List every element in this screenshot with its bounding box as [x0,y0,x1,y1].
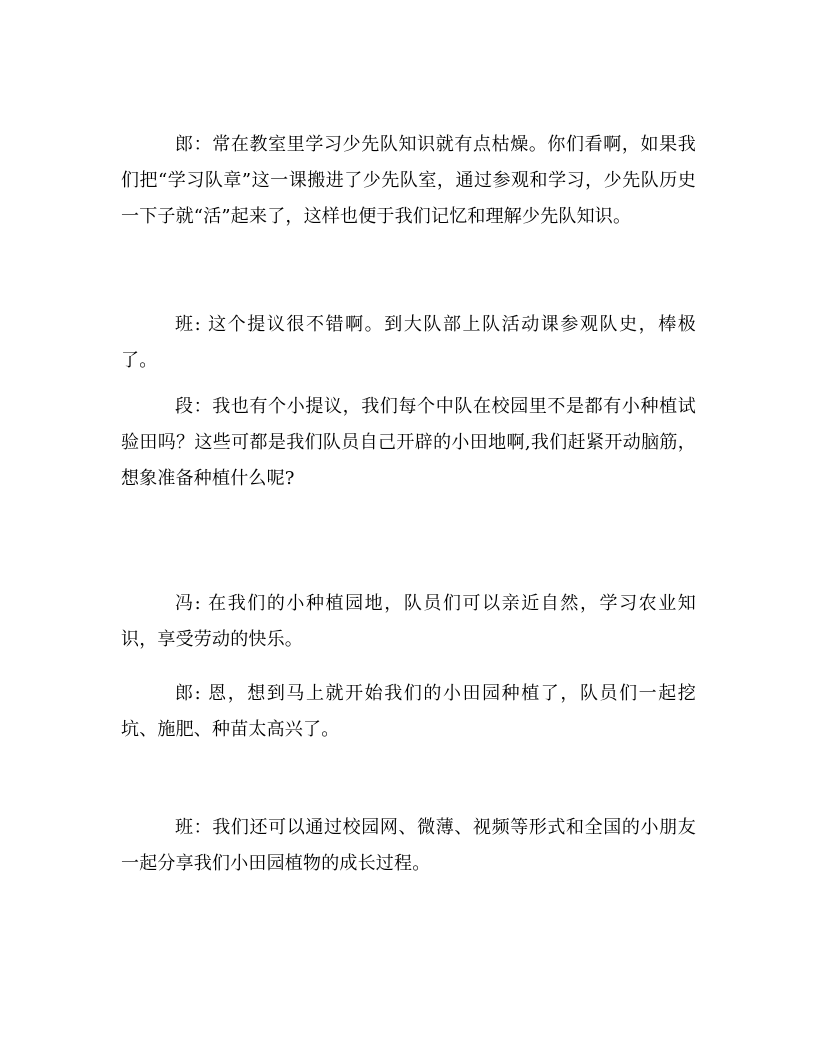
dialogue-paragraph-lang-1: 郎：常在教室里学习少先队知识就有点枯燥。你们看啊，如果我们把“学习队章”这一课搬进了少先队室，通过参观和学习，少先队历史一下子就“活”起来了，这样也便于我们记忆和理解少先队知识。 [121,134,696,227]
dialogue-paragraph-duan: 段：我也有个小提议，我们每个中队在校园里不是都有小种植试验田吗？这些可都是我们队员自己开辟的小田地啊,我们赶紧开动脑筋，想象准备种植什么呢? [121,396,696,489]
dialogue-paragraph-lang-2: 郎: 恩，想到马上就开始我们的小田园种植了，队员们一起挖坑、施肥、种苗太高兴了。 [121,683,696,740]
dialogue-paragraph-ban-2: 班：我们还可以通过校园网、微薄、视频等形式和全国的小朋友一起分享我们小田园植物的成长过程。 [121,817,696,874]
dialogue-paragraph-ban-1: 班: 这个提议很不错啊。到大队部上队活动课参观队史，棒极了。 [121,314,696,371]
dialogue-paragraph-feng: 冯: 在我们的小种植园地，队员们可以亲近自然，学习农业知识，享受劳动的快乐。 [121,593,696,650]
